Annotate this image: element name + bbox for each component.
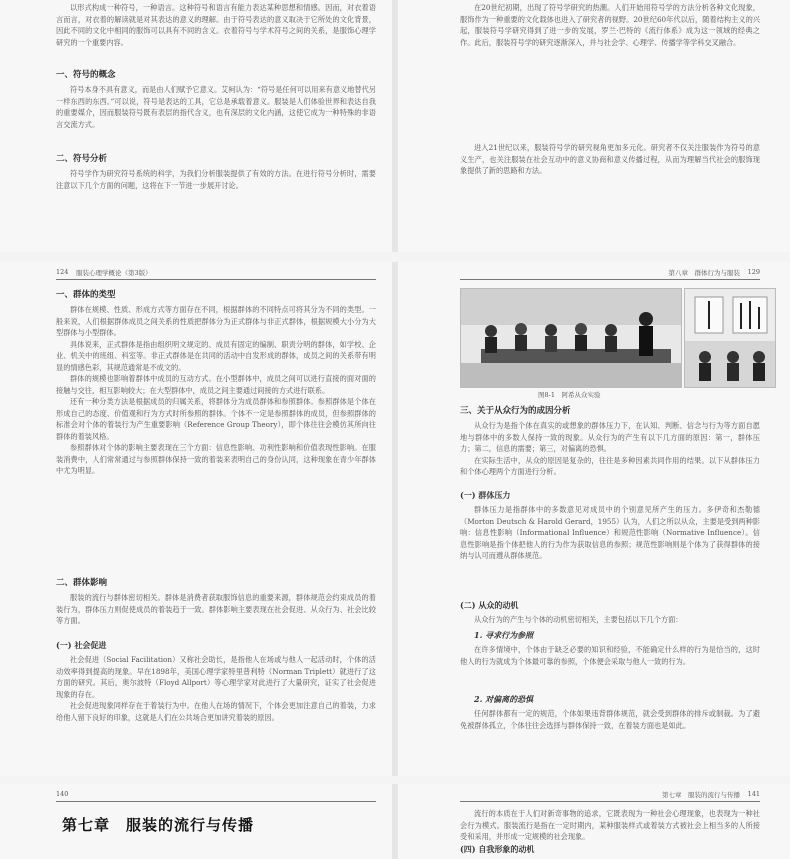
running-header: 第八章 群体行为与服装 bbox=[668, 269, 740, 277]
body-text bbox=[460, 142, 760, 222]
body-text bbox=[460, 644, 760, 690]
paragraph: 群体在规模、性质、形成方式等方面存在不同，根据群体的不同特点可将其分为不同的类型。一般来说，人们根据群体成员之间关系的性质把群体分为正式群体与非正式群体，根据规模大小分为大型群体与小型群体。 bbox=[56, 305, 376, 337]
paragraph: 群体压力是指群体中的多数意见对成员中的个别意见所产生的压力。多伊奇和杰勒德（Morton Deutsch & Harold Gerard，1955）认为，人们之所以从众，主要是受到两种影响：信息性影响（Informational Influence）和规范性影响（Normative Influence）。信息性影响是指个体把他人的行为作为获取信息的参照；规范性影响则是个体为了获得群体的接纳与认可而遵从群体规范。 bbox=[460, 505, 760, 560]
page-mid-left bbox=[0, 262, 392, 776]
running-header: 服装心理学概论（第3版） bbox=[76, 269, 152, 277]
line-cards-illustration bbox=[685, 289, 775, 387]
paragraph: 从众行为是指个体在真实的或想象的群体压力下，在认知、判断、信念与行为等方面自愿地与群体中的多数人保持一致的现象。从众行为的产生有以下几方面的原因：第一，群体压力；第二，信息的需要；第三，对偏离的恐惧。 bbox=[460, 421, 760, 453]
paragraph: 任何群体都有一定的规范，个体如果违背群体规范，就会受到群体的排斥或制裁。为了避免被群体孤立，个体往往会选择与群体保持一致，在着装方面也是如此。 bbox=[460, 709, 760, 730]
section-heading: 二、符号分析 bbox=[56, 154, 108, 164]
body-text bbox=[56, 168, 376, 208]
spread-mid bbox=[0, 262, 790, 776]
body-text bbox=[56, 2, 376, 62]
subsection-heading: (二) 从众的动机 bbox=[460, 600, 519, 610]
page-mid-right bbox=[398, 262, 790, 776]
body-text bbox=[460, 420, 760, 488]
page-bottom-left bbox=[0, 784, 392, 859]
experiment-photo-illustration bbox=[461, 289, 681, 387]
subsection-heading: (一) 群体压力 bbox=[460, 490, 511, 500]
section-heading: 三、关于从众行为的成因分析 bbox=[460, 406, 571, 416]
page-top-right bbox=[398, 0, 790, 252]
list-heading: 2. 对偏离的恐惧 bbox=[474, 694, 534, 704]
figure-caption: 图8-1 阿希从众实验 bbox=[538, 391, 601, 399]
page-top-left bbox=[0, 0, 392, 252]
running-header: 第七章 服装的流行与传播 bbox=[662, 791, 740, 799]
subsection-heading: (四) 自我形象的动机 bbox=[460, 844, 535, 854]
body-text bbox=[56, 304, 376, 570]
section-heading: 一、群体的类型 bbox=[56, 290, 116, 300]
paragraph: 群体的规模也影响着群体中成员的互动方式。在小型群体中，成员之间可以进行直接的面对面的接触与交往，相互影响较大；在大型群体中，成员之间主要通过间接的方式进行联系。 bbox=[56, 374, 376, 395]
paragraph: 在实际生活中，从众的原因是复杂的，往往是多种因素共同作用的结果。以下从群体压力和个体心理两个方面进行分析。 bbox=[460, 455, 760, 476]
section-heading: 二、群体影响 bbox=[56, 578, 108, 588]
header-rule bbox=[56, 279, 376, 280]
body-text bbox=[460, 808, 760, 842]
paragraph: 社会促进（Social Facilitation）又称社会助长，是指他人在场或与他人一起活动时，个体的活动效率得到提高的现象。早在1898年，美国心理学家特里普利特（Norman Triplett）就进行了这方面的研究。其后，奥尔波特（Floyd Allport）等心理学家对此进行了大量研究，证实了社会促进现象的存在。 bbox=[56, 655, 376, 699]
page-number: 129 bbox=[747, 268, 760, 276]
body-text bbox=[460, 504, 760, 596]
body-text bbox=[56, 84, 376, 148]
header-rule bbox=[56, 801, 376, 802]
body-text bbox=[460, 708, 760, 768]
paragraph: 进入21世纪以来，服装符号学的研究视角更加多元化。研究者不仅关注服装作为符号的意义生产，也关注服装在社会互动中的意义协商和意义传播过程，从而为理解当代社会的服饰现象提供了新的思路和方法。 bbox=[460, 143, 760, 175]
paragraph: 符号本身不具有意义，而是由人们赋予它意义。艾柯认为：“符号是任何可以用来有意义地替代另一样东西的东西。”可以说，符号是表达的工具，它总是承载着意义。服装是人们体验世界和表达自我的重要媒介，因而服装符号既有表层的指代含义，也有深层的文化内涵，这使它成为一种特殊的非语言交流方式。 bbox=[56, 85, 376, 129]
paragraph: 从众行为的产生与个体的动机密切相关，主要包括以下几个方面： bbox=[474, 615, 683, 624]
paragraph: 服装的流行与群体密切相关。群体是消费者获取服饰信息的重要来源，群体规范会约束成员的着装行为，群体压力则促使成员的着装趋于一致。群体影响主要表现在社会促进、从众行为、社会比较等方面。 bbox=[56, 593, 376, 625]
body-text bbox=[56, 654, 376, 772]
page-bottom-right bbox=[398, 784, 790, 859]
body-text bbox=[460, 2, 760, 137]
paragraph: 符号学作为研究符号系统的科学，为我们分析服装提供了有效的方法。在进行符号分析时，需要注意以下几个方面的问题，这将在下一节进一步展开讨论。 bbox=[56, 169, 376, 190]
spread-top bbox=[0, 0, 790, 252]
body-text bbox=[460, 614, 760, 628]
header-rule bbox=[460, 279, 760, 280]
page-number: 124 bbox=[56, 268, 69, 276]
paragraph: 参照群体对个体的影响主要表现在三个方面：信息性影响、功利性影响和价值表现性影响。在服装消费中，人们常常通过与参照群体保持一致的着装来表明自己的身份认同，这种现象在青少年群体中尤为明显。 bbox=[56, 443, 376, 475]
page-number: 140 bbox=[56, 790, 69, 798]
paragraph: 在20世纪初期，出现了符号学研究的热潮。人们开始用符号学的方法分析各种文化现象，服饰作为一种重要的文化载体也进入了研究者的视野。20世纪60年代以后，随着结构主义的兴起，服装符号学研究得到了进一步的发展，罗兰·巴特的《流行体系》成为这一领域的经典之作。此后，服装符号学的研究逐渐深入，并与社会学、心理学、传播学等学科交叉融合。 bbox=[460, 3, 760, 47]
paragraph: 流行的本质在于人们对新奇事物的追求，它既表现为一种社会心理现象，也表现为一种社会行为模式。服装流行是指在一定时期内，某种服装样式或着装方式被社会上相当多的人所接受和采用，并形成一定规模的社会现象。 bbox=[460, 809, 760, 841]
paragraph: 社会促进现象同样存在于着装行为中。在他人在场的情况下，个体会更加注意自己的着装，力求给他人留下良好的印象，这就是人们在公共场合更加讲究着装的原因。 bbox=[56, 701, 376, 722]
subsection-heading: (一) 社会促进 bbox=[56, 640, 107, 650]
section-heading: 一、符号的概念 bbox=[56, 70, 116, 80]
spread-bottom bbox=[0, 784, 790, 859]
chapter-title: 第七章 服装的流行与传播 bbox=[62, 816, 255, 834]
experiment-photo-lines bbox=[684, 288, 776, 388]
body-text bbox=[56, 592, 376, 638]
list-heading: 1. 寻求行为参照 bbox=[474, 630, 534, 640]
paragraph: 具体说来，正式群体是指由组织明文规定的、成员有固定的编制、职责分明的群体，如学校、企业、机关中的班组、科室等。非正式群体是在共同的活动中自发形成的群体，成员之间的关系带有明显的情感色彩，其规范通常是不成文的。 bbox=[56, 339, 376, 372]
experiment-photo bbox=[460, 288, 682, 388]
header-rule bbox=[460, 801, 760, 802]
paragraph: 还有一种分类方法是根据成员的归属关系，将群体分为成员群体和参照群体。参照群体是个体在形成自己的态度、价值观和行为方式时所参照的群体。个体不一定是参照群体的成员，但参照群体的标准会对个体的着装行为产生重要影响（Reference Group Theory），即个体往往会模仿其所向往群体的着装风格。 bbox=[56, 397, 376, 441]
paragraph: 以形式构成一种符号，一种语言。这种符号和语言有能力表达某种思想和情感。因而，对衣着语言而言，对衣着的解读就是对其表达的意义的理解。由于符号表达的意义取决于它所处的文化背景，因此不同的文化中相同的服饰可以具有不同的含义。衣着符号与学术符号之间的关系，是服饰心理学研究的一个重要内容。 bbox=[56, 3, 376, 47]
page-number: 141 bbox=[747, 790, 760, 798]
paragraph: 在许多情境中，个体由于缺乏必要的知识和经验，不能确定什么样的行为是恰当的，这时他人的行为就成为个体最可靠的参照，个体便会采取与他人一致的行为。 bbox=[460, 645, 760, 666]
